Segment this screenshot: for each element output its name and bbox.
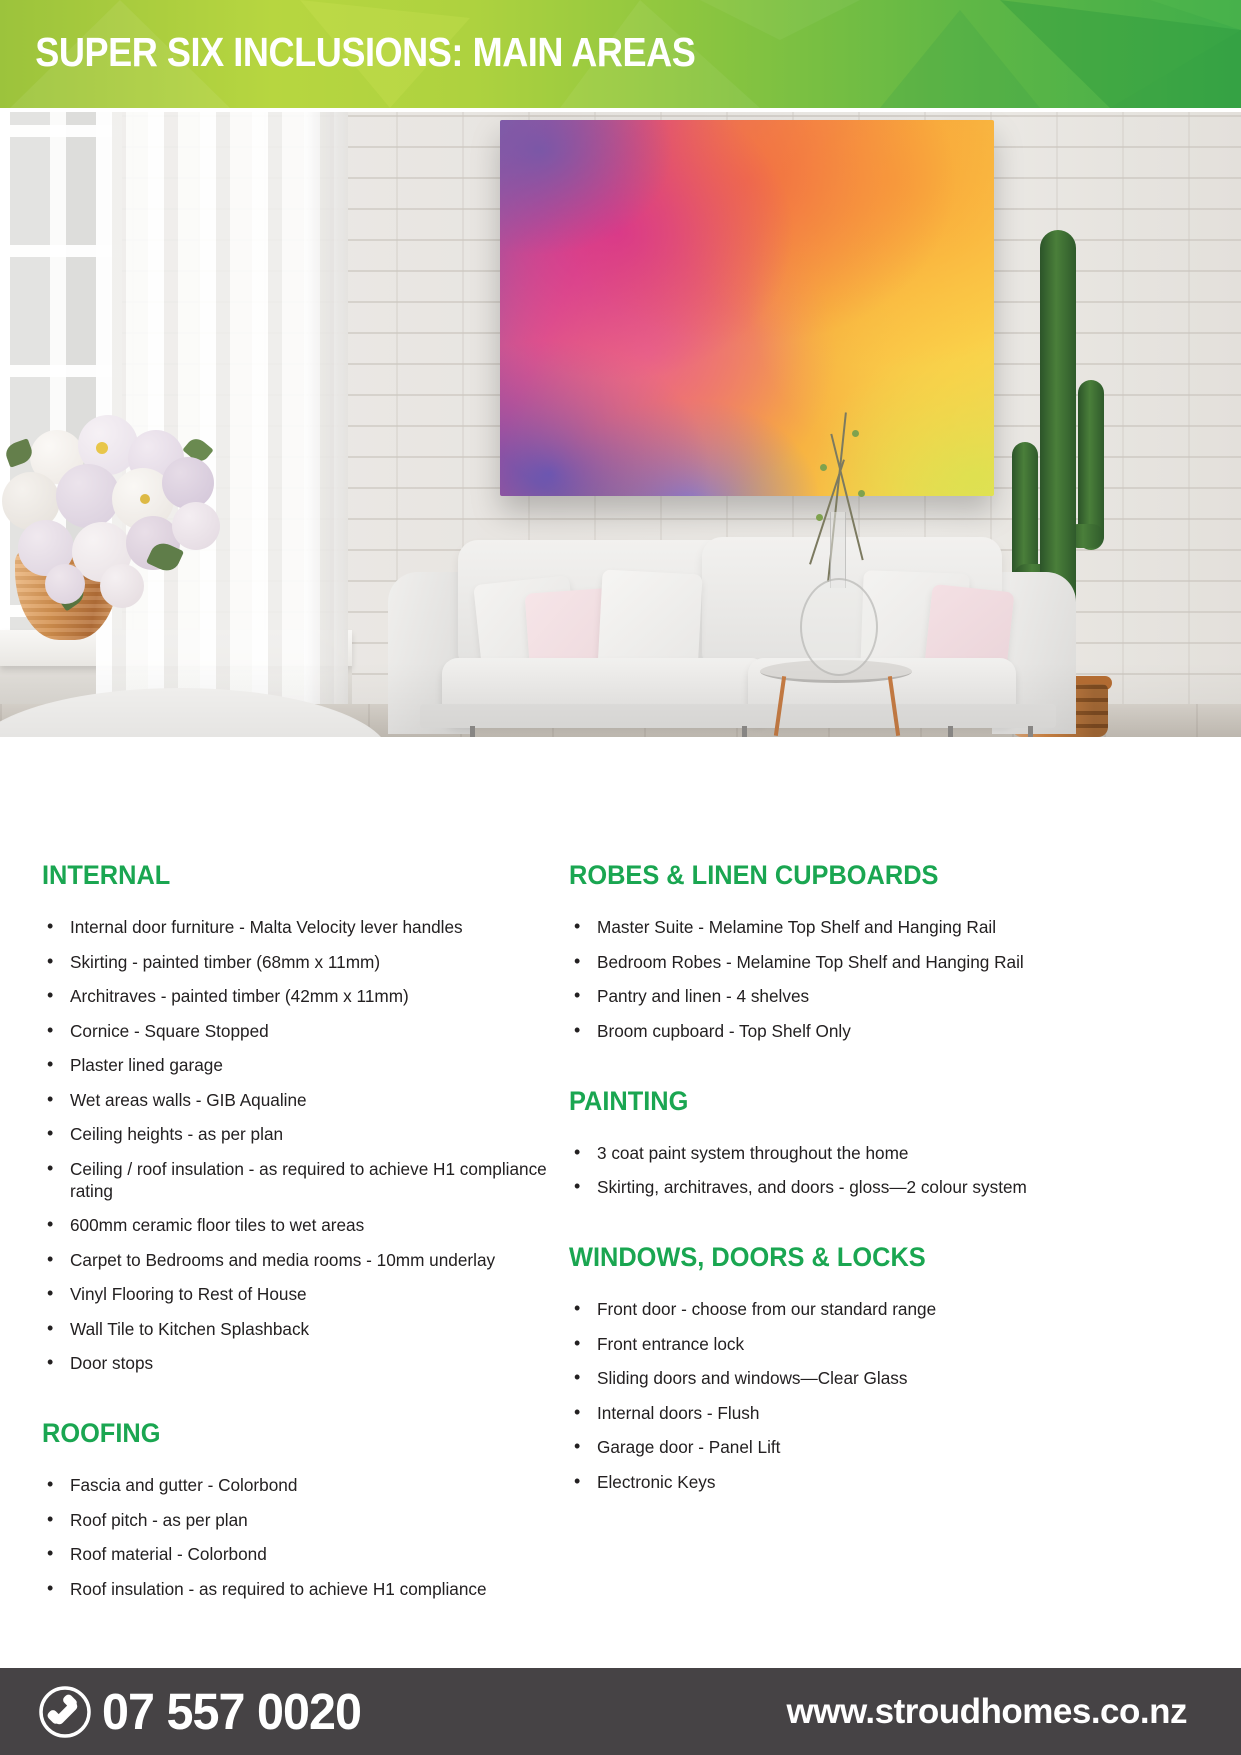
left-column bbox=[42, 737, 590, 1612]
bullet-item-text: Carpet to Bedrooms and media rooms - 10mm underlay bbox=[70, 1249, 496, 1270]
bullet-item bbox=[569, 1367, 1214, 1389]
bullet-list bbox=[569, 916, 1214, 1042]
bullet-item bbox=[42, 985, 590, 1007]
bullet-item-text: Bedroom Robes - Melamine Top Shelf and Hanging Rail bbox=[597, 951, 1024, 972]
bullet-item bbox=[42, 1054, 590, 1076]
bullet-item bbox=[42, 1020, 590, 1042]
bullet-item bbox=[42, 1158, 590, 1202]
bullet-item bbox=[569, 1176, 1214, 1198]
bullet-item-text: Roof material - Colorbond bbox=[70, 1544, 267, 1564]
section-heading: ROBES & LINEN CUPBOARDS bbox=[569, 860, 939, 890]
bullet-list bbox=[42, 916, 590, 1374]
bullet-item-text: Roof pitch - as per plan bbox=[70, 1509, 248, 1530]
bullet-item-text: Skirting - painted timber (68mm x 11mm) bbox=[70, 951, 381, 972]
bullet-item-text: Broom cupboard - Top Shelf Only bbox=[597, 1020, 851, 1041]
bullet-list bbox=[42, 1474, 590, 1600]
section-roofing bbox=[42, 1416, 590, 1600]
bullet-item-text: Ceiling heights - as per plan bbox=[70, 1124, 284, 1144]
bullet-item bbox=[42, 1318, 590, 1340]
section-heading: PAINTING bbox=[569, 1085, 689, 1116]
bullet-item-text: Cornice - Square Stopped bbox=[70, 1020, 269, 1041]
bullet-item-text: Master Suite - Melamine Top Shelf and Hanging Rail bbox=[597, 917, 997, 937]
bullet-item-text: Fascia and gutter - Colorbond bbox=[70, 1475, 298, 1495]
bullet-item-text: 600mm ceramic floor tiles to wet areas bbox=[70, 1215, 365, 1235]
bullet-item bbox=[42, 1509, 590, 1531]
photo-vignette bbox=[0, 112, 1241, 737]
bullet-item-text: Door stops bbox=[70, 1353, 154, 1373]
bullet-item-text: Wall Tile to Kitchen Splashback bbox=[70, 1318, 310, 1339]
section-heading: WINDOWS, DOORS & LOCKS bbox=[569, 1242, 926, 1272]
bullet-item-text: Roof insulation - as required to achieve H1 compliance bbox=[70, 1578, 487, 1599]
bullet-item-text: Front door - choose from our standard range bbox=[597, 1299, 937, 1319]
bullet-list bbox=[569, 1142, 1214, 1199]
bullet-list bbox=[569, 1298, 1214, 1493]
bullet-item bbox=[569, 985, 1214, 1007]
bullet-item bbox=[42, 1352, 590, 1374]
section-internal bbox=[42, 858, 590, 1374]
bullet-item bbox=[42, 1214, 590, 1236]
bullet-item bbox=[569, 1333, 1214, 1355]
phone-number: 07 557 0020 bbox=[102, 1683, 361, 1740]
bullet-item-text: Sliding doors and windows—Clear Glass bbox=[597, 1368, 908, 1388]
bullet-item-text: Front entrance lock bbox=[597, 1333, 745, 1354]
bullet-item bbox=[42, 1543, 590, 1565]
bullet-item-text: Internal doors - Flush bbox=[597, 1402, 760, 1423]
bullet-item bbox=[569, 951, 1214, 973]
bullet-item bbox=[42, 1249, 590, 1271]
bullet-item bbox=[42, 1474, 590, 1496]
bullet-item-text: Wet areas walls - GIB Aqualine bbox=[70, 1089, 307, 1110]
bullet-item bbox=[569, 1471, 1214, 1493]
bullet-item-text: Pantry and linen - 4 shelves bbox=[597, 986, 810, 1006]
bullet-item bbox=[42, 916, 590, 938]
bullet-item-text: Electronic Keys bbox=[597, 1471, 716, 1492]
right-column bbox=[569, 737, 1214, 1505]
bullet-item bbox=[569, 1298, 1214, 1320]
bullet-item-text: 3 coat paint system throughout the home bbox=[597, 1142, 909, 1163]
phone-icon bbox=[38, 1685, 92, 1739]
bullet-item bbox=[569, 916, 1214, 938]
bullet-item-text: Plaster lined garage bbox=[70, 1055, 223, 1075]
bullet-item-text: Ceiling / roof insulation - as required to achieve H1 compliance rating bbox=[70, 1158, 547, 1201]
bullet-item bbox=[42, 1578, 590, 1600]
bullet-item bbox=[42, 1089, 590, 1111]
bullet-item-text: Vinyl Flooring to Rest of House bbox=[70, 1284, 307, 1304]
header-banner bbox=[0, 0, 1241, 108]
phone-contact bbox=[38, 1682, 375, 1741]
section-robes-linen-cupboards bbox=[569, 858, 1214, 1042]
section-heading: INTERNAL bbox=[42, 860, 171, 890]
bullet-item bbox=[42, 1283, 590, 1305]
bullet-item bbox=[569, 1436, 1214, 1458]
website-url: www.stroudhomes.co.nz bbox=[786, 1691, 1187, 1731]
bullet-item bbox=[569, 1020, 1214, 1042]
bullet-item-text: Skirting, architraves, and doors - gloss—2 colour system bbox=[597, 1177, 1027, 1197]
bullet-item-text: Internal door furniture - Malta Velocity lever handles bbox=[70, 917, 463, 937]
inclusions-content bbox=[0, 737, 1241, 1668]
bullet-item-text: Garage door - Panel Lift bbox=[597, 1437, 781, 1457]
section-painting bbox=[569, 1084, 1214, 1199]
bullet-item bbox=[42, 1123, 590, 1145]
section-windows-doors-locks bbox=[569, 1240, 1214, 1493]
bullet-item bbox=[42, 951, 590, 973]
bullet-item bbox=[569, 1402, 1214, 1424]
bullet-item-text: Architraves - painted timber (42mm x 11mm) bbox=[70, 986, 409, 1006]
section-heading: ROOFING bbox=[42, 1418, 161, 1448]
footer-bar bbox=[0, 1668, 1241, 1755]
page-title: SUPER SIX INCLUSIONS: MAIN AREAS bbox=[35, 29, 696, 75]
hero-photo bbox=[0, 112, 1241, 737]
bullet-item bbox=[569, 1142, 1214, 1164]
